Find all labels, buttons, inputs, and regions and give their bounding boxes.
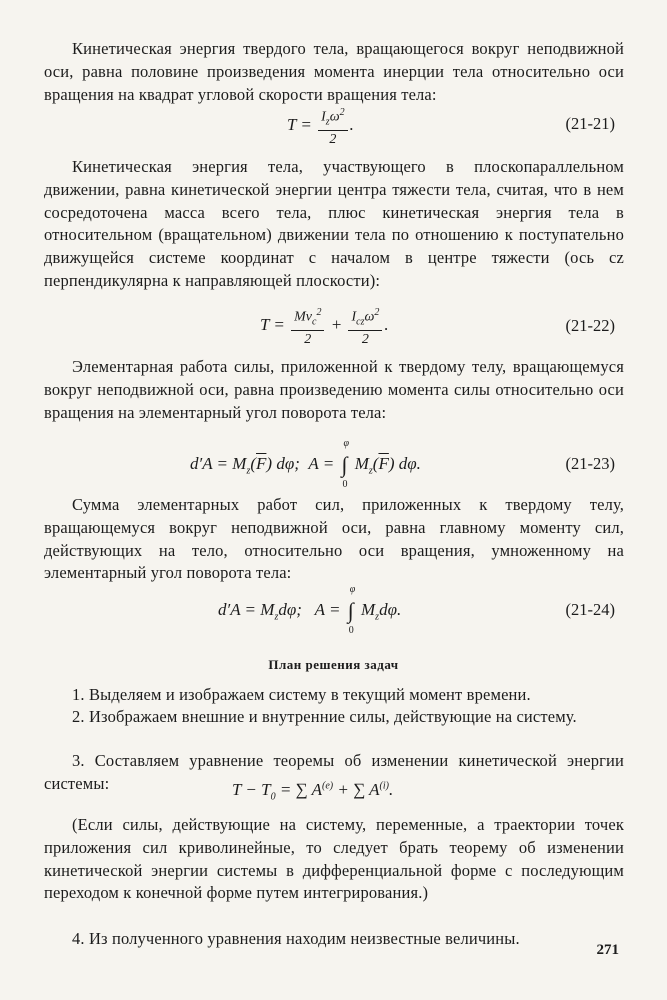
equation-number: (21-24) [565,600,615,619]
paragraph-elementary-work: Элементарная работа силы, приложенной к твердому телу, вращающемуся вокруг неподвижной оси, равна произведению момента силы относительно оси вращения на элементарный угол поворота тела: [44,357,624,422]
formula-21-22: T = $\frac{Mv_c^2}{2}$ + $\frac{I_{cz}\omega^2}{2}$ . [260,304,389,348]
formula-kinetic-energy-theorem: $T - T_0$ = ∑ $A^{(e)}$ + ∑ $A^{(i)}$. [232,780,394,803]
formula-21-23: $d'A = M_z(\overline{F})$ dφ; A = ∫ φ 0 $M_z(\overline{F})$ dφ. [190,438,421,490]
paragraph-rotational-energy: Кинетическая энергия твердого тела, вращающегося вокруг неподвижной оси, равна половине произведения момента инерции тела относительно оси вращения на квадрат угловой скорости вращения тела: [44,39,624,104]
page-number: 271 [596,942,619,958]
list-item: 4. Из полученного уравнения находим неизвестные величины. [72,929,520,948]
section-heading: План решения задач [268,657,399,672]
list-item-note: (Если силы, действующие на систему, переменные, а траектории точек приложения сил криволинейные, то следует брать теорему об изменении кинетической энергии системы в дифференциальной форме с последующим переходом к конечной форме путем интегрирования.) [44,815,624,903]
formula-21-24: $d'A = M_zd\varphi$; A = ∫ φ 0 $M_zd\varphi$. [218,584,402,636]
equation-number: (21-23) [565,454,615,473]
paragraph-sum-of-works: Сумма элементарных работ сил, приложенных к твердому телу, вращающемуся вокруг неподвижной оси, равна главному моменту сил, действующих на тело, относительно оси вращения, умноженному на элементарный угол поворота тела: [44,495,624,583]
list-item: 3. Составляем уравнение теоремы об изменении кинетической энергии системы: [44,751,624,793]
paragraph-plane-motion-energy: Кинетическая энергия тела, участвующего в плоскопараллельном движении, равна кинетической энергии центра тяжести тела, считая, что в нем сосредоточена масса всего тела, плюс кинетическая энергия тела в относительном (вращательном) движении тела по отношению к поступательно движущейся системе координат с началом в центре тяжести (ось cz перпендикулярна к направляющей плоскости): [44,157,624,290]
list-item: 1. Выделяем и изображаем систему в текущий момент времени. [72,685,531,704]
list-item: 2. Изображаем внешние и внутренние силы, действующие на систему. [72,707,577,726]
equation-number: (21-22) [565,316,615,335]
formula-21-21: T = $\frac{I_z\omega^2}{2}$ . [287,104,354,148]
equation-number: (21-21) [565,114,615,133]
